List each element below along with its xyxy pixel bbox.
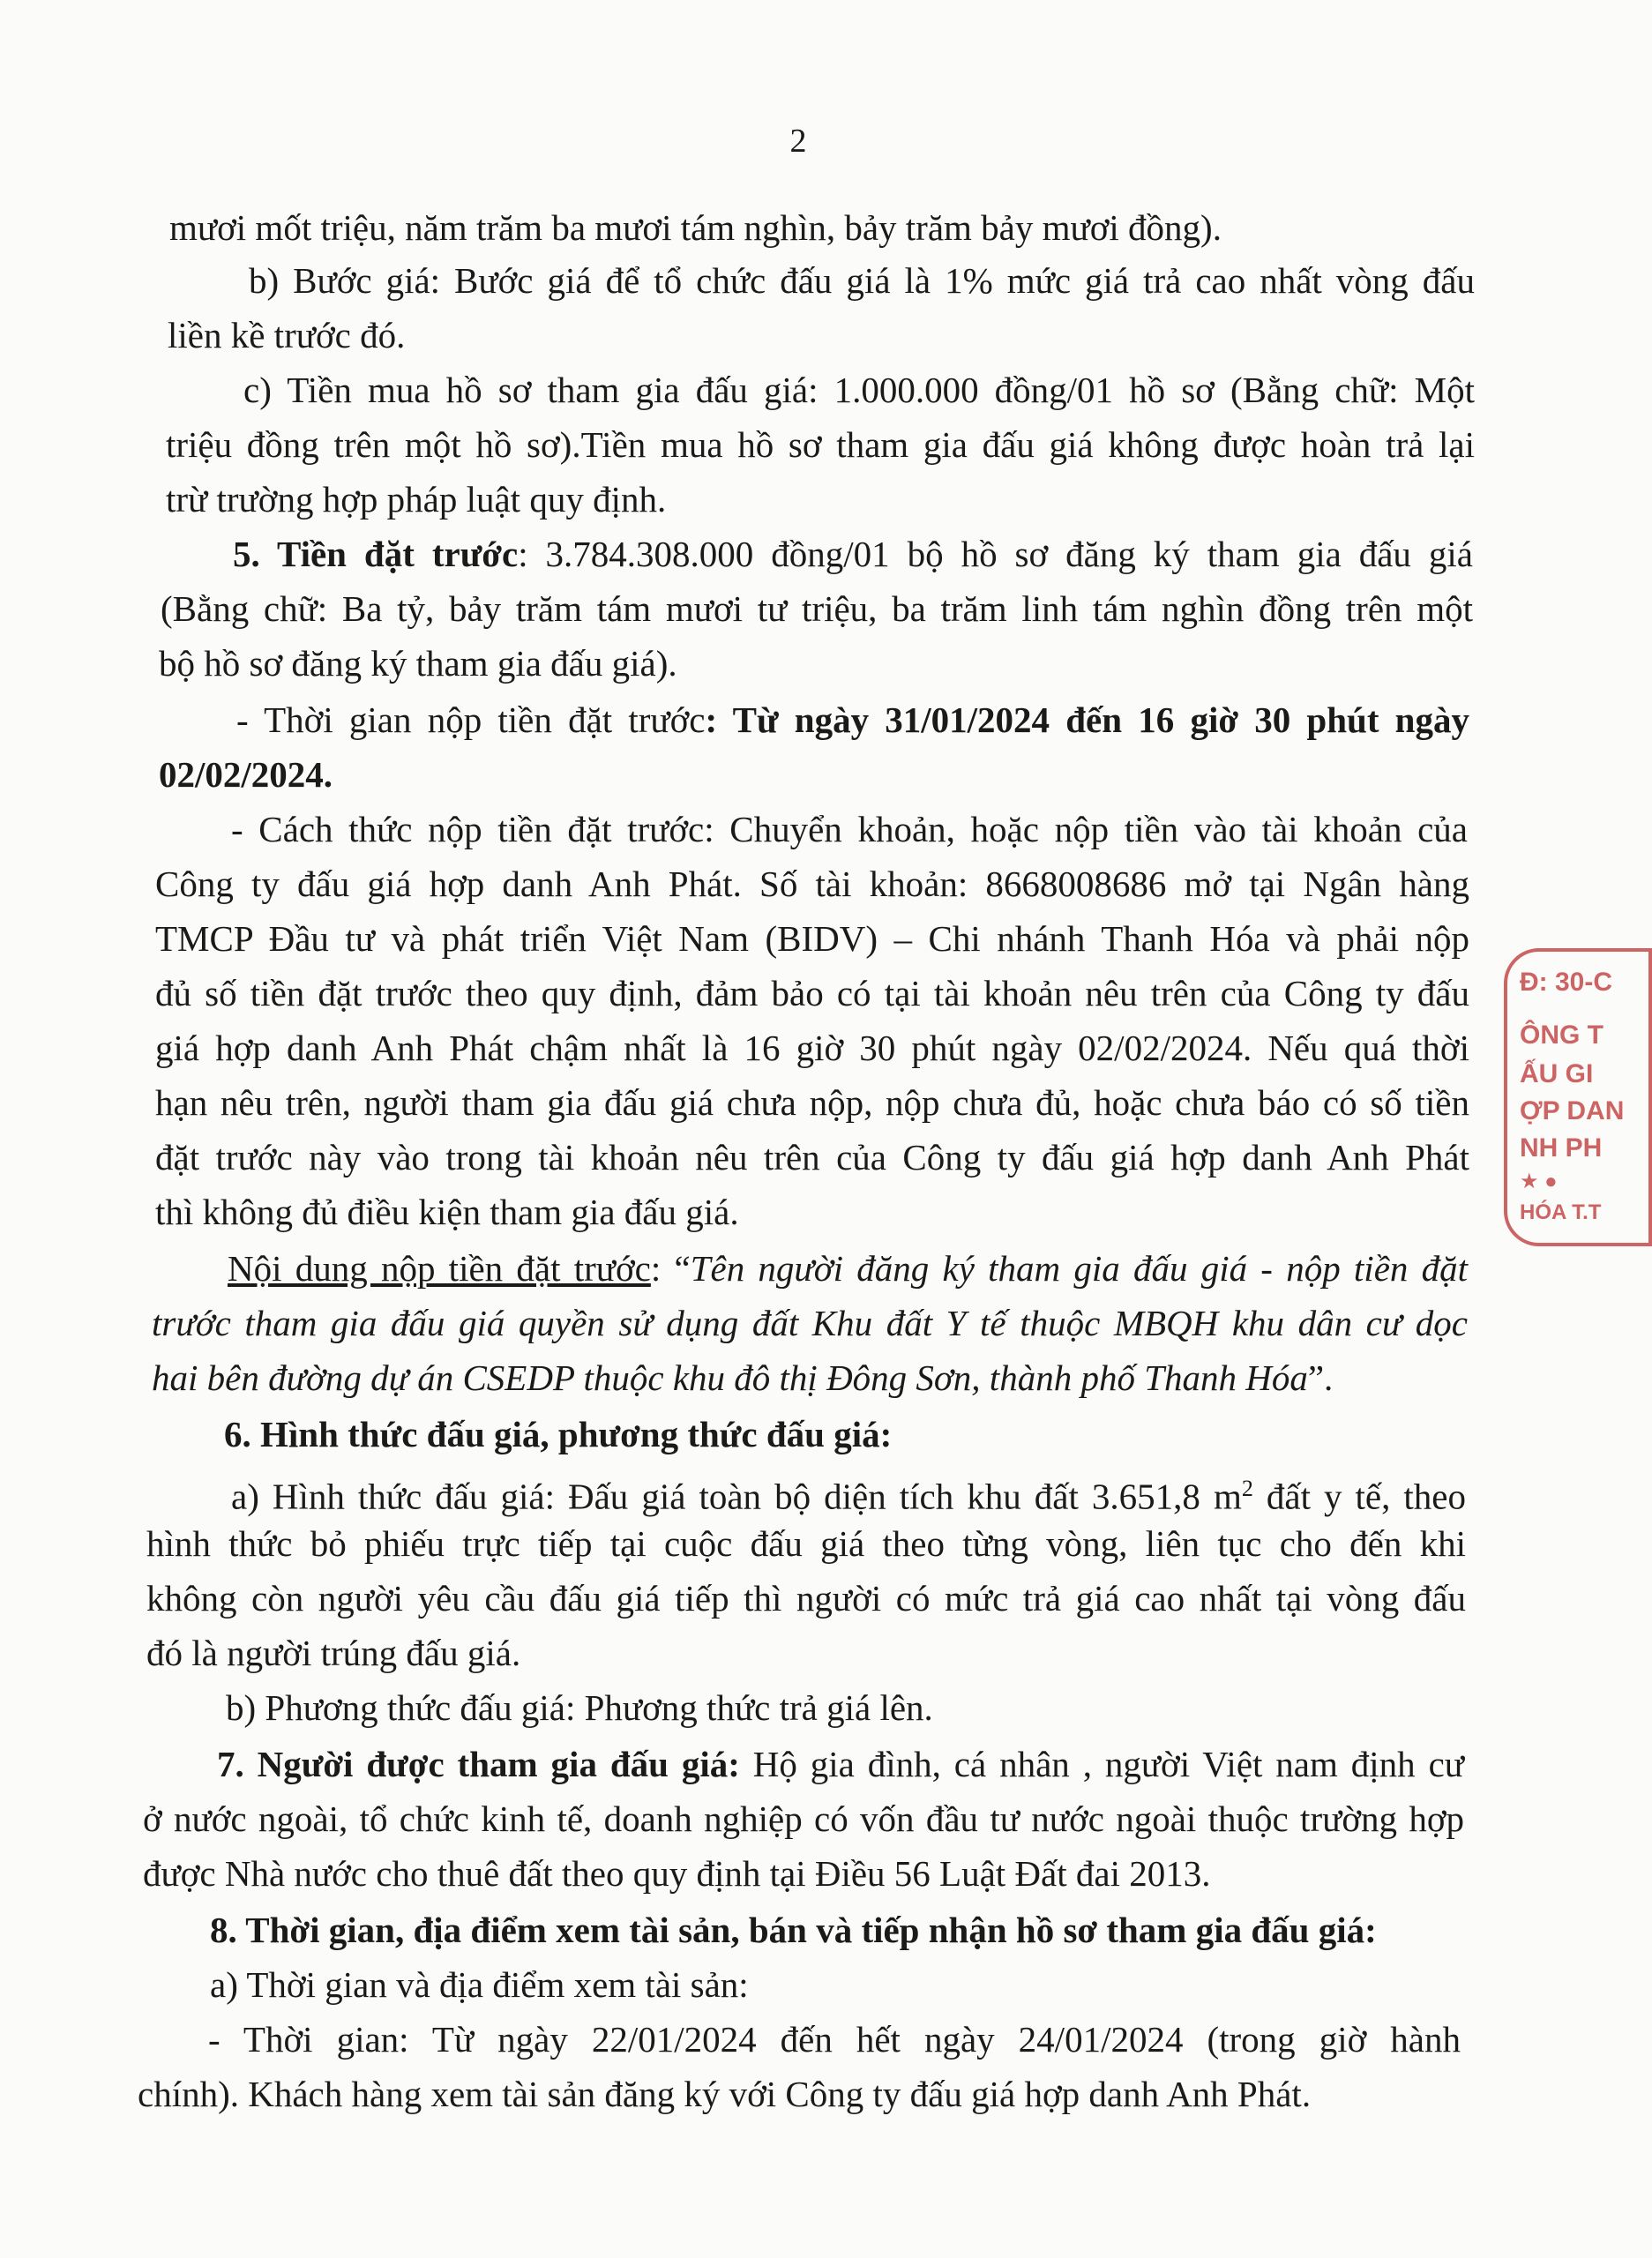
text-line: - Cách thức nộp tiền đặt trước: Chuyển khoản, hoặc nộp tiền vào tài khoản của: [231, 809, 1468, 849]
text-line: mươi mốt triệu, năm trăm ba mươi tám nghìn, bảy trăm bảy mươi đồng).: [169, 207, 1222, 248]
deposit-date: 02/02/2024.: [159, 754, 333, 795]
red-seal-stamp: Đ: 30-C ÔNG T ẤU GI ỢP DAN NH PH ★ ● HÓA T.T: [1504, 948, 1652, 1246]
text-line: hình thức bỏ phiếu trực tiếp tại cuộc đấu giá theo từng vòng, liên tục cho đến khi: [146, 1523, 1466, 1564]
text-line: giá hợp danh Anh Phát chậm nhất là 16 giờ 30 phút ngày 02/02/2024. Nếu quá thời: [155, 1028, 1469, 1068]
text-line: đủ số tiền đặt trước theo quy định, đảm bảo có tại tài khoản nêu trên của Công ty đấu: [155, 973, 1469, 1013]
section-7-line: 7. Người được tham gia đấu giá: Hộ gia đình, cá nhân , người Việt nam định cư: [217, 1744, 1464, 1784]
text-line: đặt trước này vào trong tài khoản nêu trên của Công ty đấu giá hợp danh Anh Phát: [155, 1137, 1469, 1178]
text-line: hạn nêu trên, người tham gia đấu giá chưa nộp, nộp chưa đủ, hoặc chưa báo có số tiền: [155, 1082, 1469, 1123]
text-line: c) Tiền mua hồ sơ tham gia đấu giá: 1.000.000 đồng/01 hồ sơ (Bằng chữ: Một: [243, 370, 1475, 410]
text-line: hai bên đường dự án CSEDP thuộc khu đô thị Đông Sơn, thành phố Thanh Hóa”.: [152, 1357, 1334, 1398]
text-line: a) Thời gian và địa điểm xem tài sản:: [210, 1964, 749, 2005]
text-line: ở nước ngoài, tổ chức kinh tế, doanh nghiệp có vốn đầu tư nước ngoài thuộc trường hợp: [143, 1798, 1464, 1839]
deposit-time-line: - Thời gian nộp tiền đặt trước: Từ ngày 31/01/2024 đến 16 giờ 30 phút ngày: [236, 699, 1469, 740]
text-line: Công ty đấu giá hợp danh Anh Phát. Số tài khoản: 8668008686 mở tại Ngân hàng: [155, 864, 1469, 904]
page-number: 2: [789, 123, 807, 160]
text-line: chính). Khách hàng xem tài sản đăng ký với Công ty đấu giá hợp danh Anh Phát.: [138, 2074, 1312, 2114]
section-6-heading: 6. Hình thức đấu giá, phương thức đấu giá:: [224, 1414, 893, 1454]
text-line: b) Phương thức đấu giá: Phương thức trả giá lên.: [226, 1687, 933, 1728]
text-line: được Nhà nước cho thuê đất theo quy định tại Điều 56 Luật Đất đai 2013.: [143, 1853, 1211, 1894]
deposit-content-line: Nội dung nộp tiền đặt trước: “Tên người đăng ký tham gia đấu giá - nộp tiền đặt: [228, 1248, 1469, 1289]
text-line: TMCP Đầu tư và phát triển Việt Nam (BIDV) – Chi nhánh Thanh Hóa và phải nộp: [155, 918, 1469, 959]
section-5-line: 5. Tiền đặt trước: 3.784.308.000 đồng/01 bộ hồ sơ đăng ký tham gia đấu giá: [233, 534, 1473, 574]
section-8-heading: 8. Thời gian, địa điểm xem tài sản, bán và tiếp nhận hồ sơ tham gia đấu giá:: [210, 1910, 1377, 1950]
text-line: a) Hình thức đấu giá: Đấu giá toàn bộ diện tích khu đất 3.651,8 $m^2$ đất y tế, theo: [231, 1476, 1466, 1517]
text-line: không còn người yêu cầu đấu giá tiếp thì người có mức trả giá cao nhất tại vòng đấu: [146, 1578, 1466, 1619]
text-line: (Bằng chữ: Ba tỷ, bảy trăm tám mươi tư triệu, ba trăm linh tám nghìn đồng trên một: [161, 588, 1473, 629]
text-line: - Thời gian: Từ ngày 22/01/2024 đến hết ngày 24/01/2024 (trong giờ hành: [208, 2019, 1461, 2060]
text-line: đó là người trúng đấu giá.: [146, 1633, 521, 1673]
text-line: trước tham gia đấu giá quyền sử dụng đất Khu đất Y tế thuộc MBQH khu dân cư dọc: [152, 1303, 1468, 1343]
text-line: triệu đồng trên một hồ sơ).Tiền mua hồ sơ tham gia đấu giá không được hoàn trả lại: [166, 424, 1475, 465]
text-line: bộ hồ sơ đăng ký tham gia đấu giá).: [159, 643, 677, 684]
text-line: trừ trường hợp pháp luật quy định.: [166, 479, 667, 520]
text-line: liền kề trước đó.: [168, 315, 406, 355]
text-line: b) Bước giá: Bước giá để tổ chức đấu giá là 1% mức giá trả cao nhất vòng đấu: [249, 260, 1475, 301]
section-5-heading: 5. Tiền đặt trước: [233, 534, 519, 574]
text-line: thì không đủ điều kiện tham gia đấu giá.: [155, 1192, 739, 1232]
